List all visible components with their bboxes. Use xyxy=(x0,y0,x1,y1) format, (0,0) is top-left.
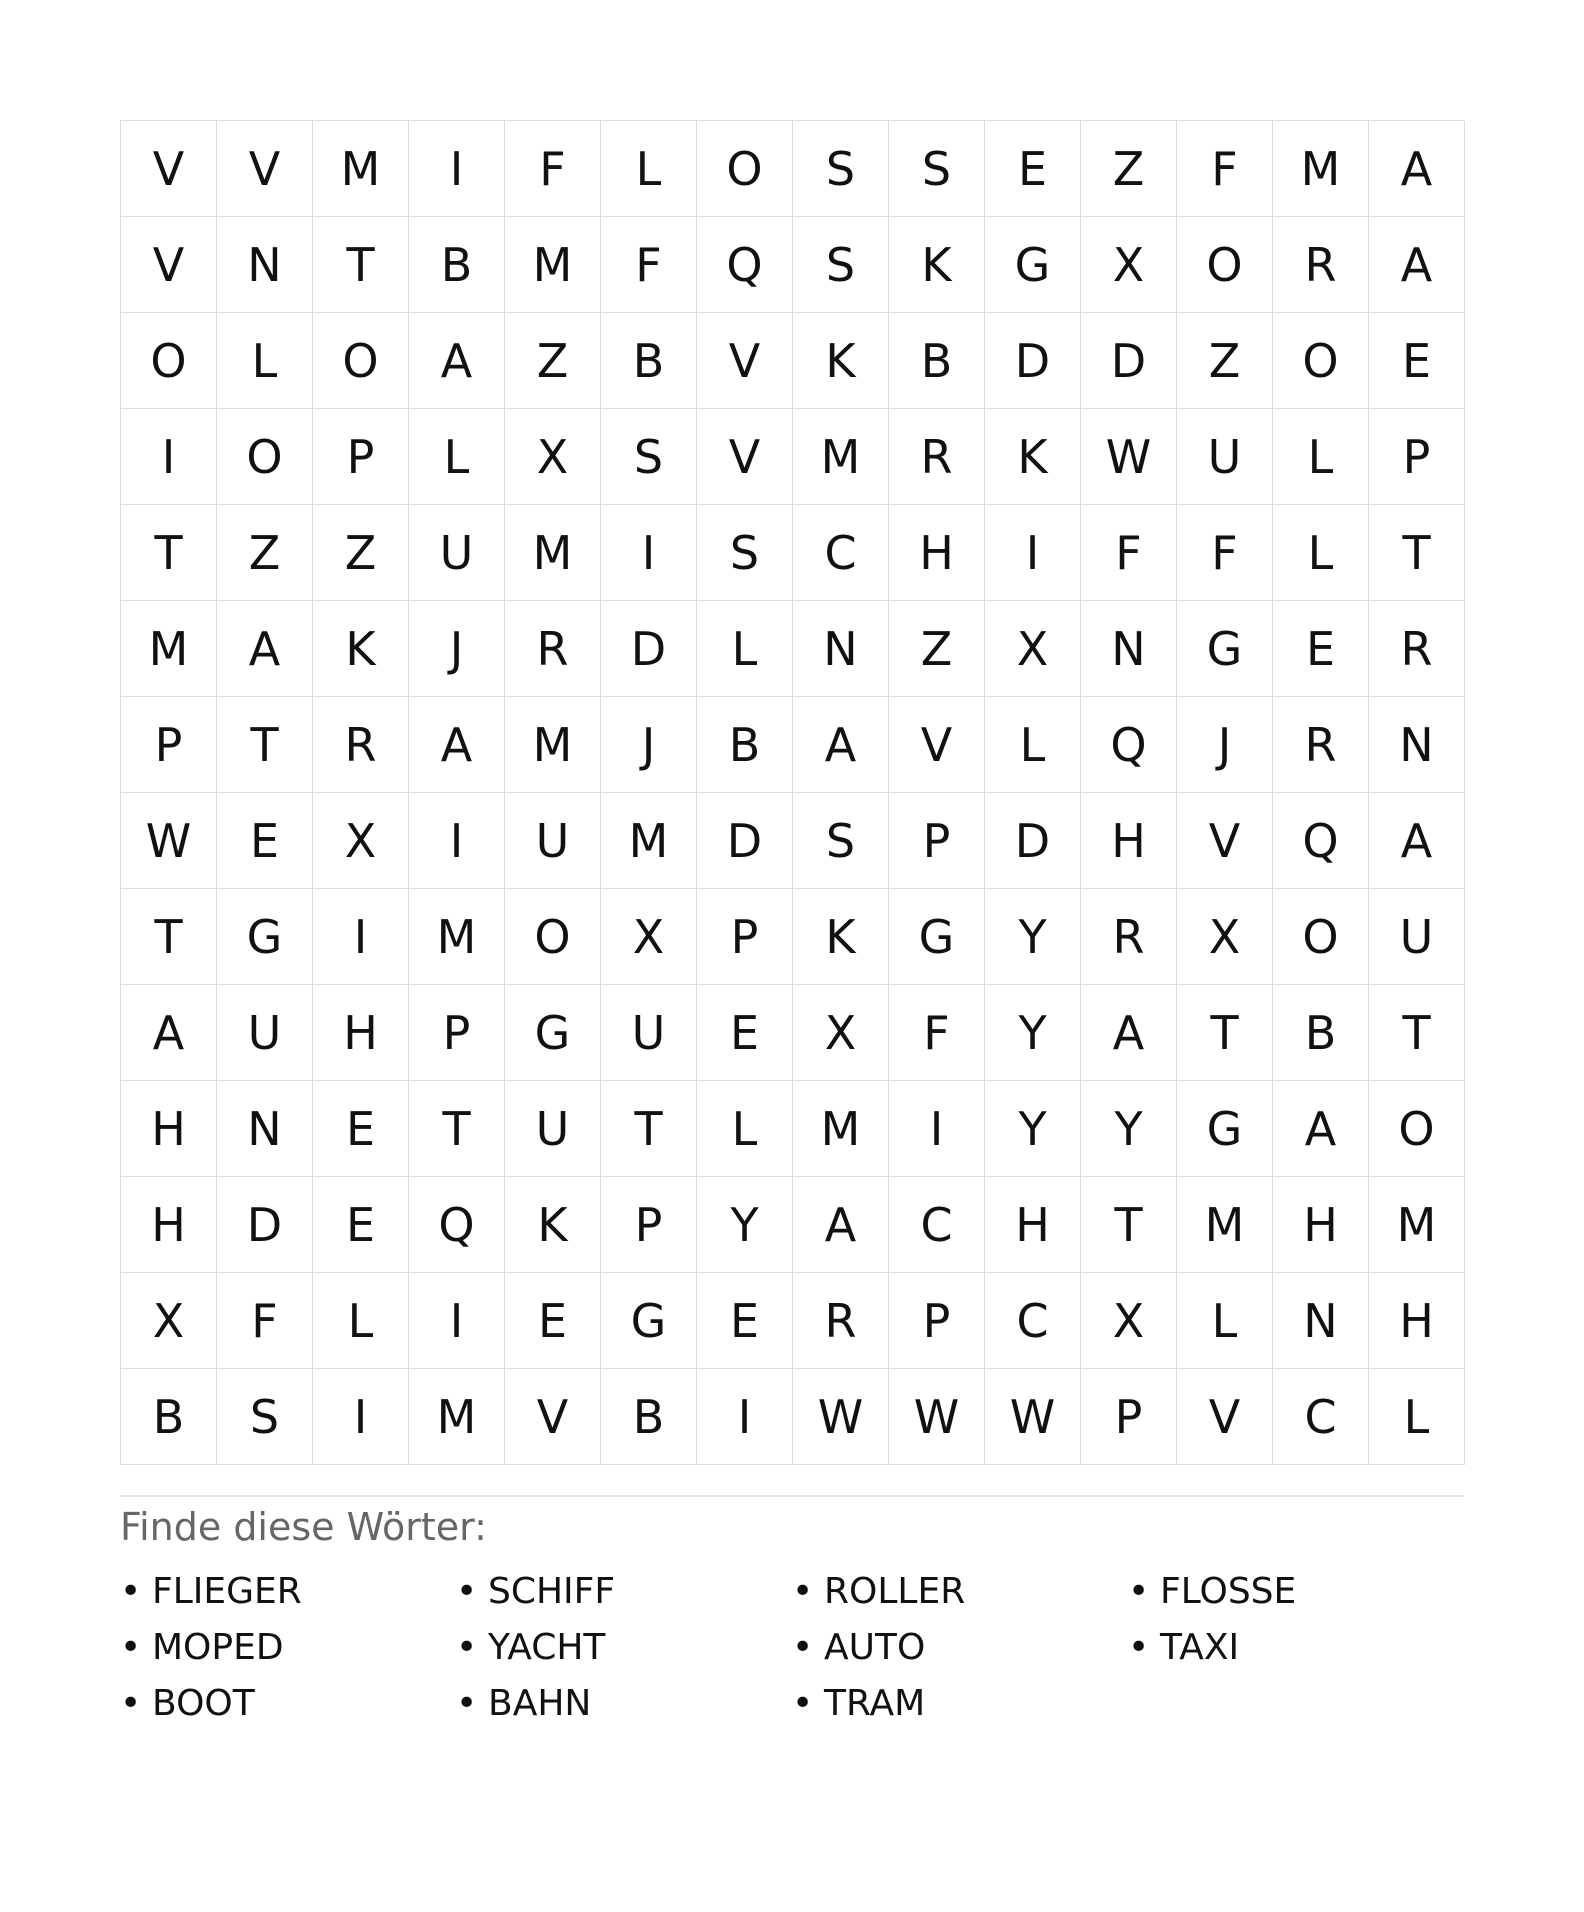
grid-cell[interactable]: X xyxy=(313,793,409,889)
grid-cell[interactable]: L xyxy=(1369,1369,1465,1465)
grid-cell[interactable]: W xyxy=(121,793,217,889)
grid-cell[interactable]: U xyxy=(1177,409,1273,505)
grid-cell[interactable]: W xyxy=(889,1369,985,1465)
grid-cell[interactable]: N xyxy=(217,217,313,313)
word-list-item xyxy=(120,1569,456,1615)
grid-cell[interactable]: D xyxy=(985,313,1081,409)
grid-cell[interactable]: M xyxy=(505,217,601,313)
grid-cell[interactable]: Z xyxy=(889,601,985,697)
word-search-puzzle xyxy=(120,120,1464,1727)
grid-cell[interactable]: I xyxy=(889,1081,985,1177)
grid-cell[interactable]: L xyxy=(313,1273,409,1369)
grid-cell[interactable]: J xyxy=(409,601,505,697)
grid-cell[interactable]: V xyxy=(1177,793,1273,889)
grid-cell[interactable]: X xyxy=(793,985,889,1081)
grid-cell[interactable]: V xyxy=(121,121,217,217)
grid-cell[interactable]: A xyxy=(217,601,313,697)
grid-cell[interactable]: X xyxy=(601,889,697,985)
grid-cell[interactable]: V xyxy=(697,409,793,505)
grid-cell[interactable]: F xyxy=(505,121,601,217)
grid-cell[interactable]: T xyxy=(1369,985,1465,1081)
grid-cell[interactable]: B xyxy=(889,313,985,409)
grid-cell[interactable]: S xyxy=(793,793,889,889)
grid-cell[interactable]: P xyxy=(889,1273,985,1369)
grid-cell[interactable]: O xyxy=(1177,217,1273,313)
grid-cell[interactable]: P xyxy=(409,985,505,1081)
grid-cell[interactable]: Y xyxy=(985,985,1081,1081)
grid-cell[interactable]: A xyxy=(793,1177,889,1273)
grid-cell[interactable]: B xyxy=(601,1369,697,1465)
grid-cell[interactable]: M xyxy=(409,889,505,985)
grid-cell[interactable]: B xyxy=(601,313,697,409)
grid-cell[interactable]: O xyxy=(1369,1081,1465,1177)
grid-cell[interactable]: M xyxy=(313,121,409,217)
grid-cell[interactable]: M xyxy=(1177,1177,1273,1273)
bullet-icon: • xyxy=(120,1571,142,1612)
grid-cell[interactable]: G xyxy=(505,985,601,1081)
word-label: SCHIFF xyxy=(488,1571,616,1612)
grid-cell[interactable]: Z xyxy=(505,313,601,409)
grid-cell[interactable]: C xyxy=(793,505,889,601)
grid-cell[interactable]: F xyxy=(1177,121,1273,217)
word-list-item xyxy=(456,1681,792,1727)
grid-cell[interactable]: R xyxy=(313,697,409,793)
grid-cell[interactable]: M xyxy=(793,1081,889,1177)
word-label: FLOSSE xyxy=(1160,1571,1297,1612)
grid-cell[interactable]: D xyxy=(697,793,793,889)
grid-cell[interactable]: V xyxy=(1177,1369,1273,1465)
grid-cell[interactable]: A xyxy=(1081,985,1177,1081)
grid-cell[interactable]: G xyxy=(985,217,1081,313)
bullet-icon: • xyxy=(120,1627,142,1668)
grid-cell[interactable]: U xyxy=(1369,889,1465,985)
grid-cell[interactable]: D xyxy=(601,601,697,697)
grid-cell[interactable]: Z xyxy=(313,505,409,601)
bullet-icon: • xyxy=(456,1627,478,1668)
grid-cell[interactable]: M xyxy=(793,409,889,505)
grid-cell[interactable]: W xyxy=(1081,409,1177,505)
grid-cell[interactable]: U xyxy=(505,793,601,889)
grid-cell[interactable]: E xyxy=(1369,313,1465,409)
grid-cell[interactable]: B xyxy=(409,217,505,313)
grid-cell[interactable]: E xyxy=(313,1081,409,1177)
grid-cell[interactable]: H xyxy=(1273,1177,1369,1273)
grid-cell[interactable]: E xyxy=(505,1273,601,1369)
bullet-icon: • xyxy=(792,1571,814,1612)
grid-cell[interactable]: K xyxy=(793,313,889,409)
grid-cell[interactable]: H xyxy=(121,1177,217,1273)
grid-cell[interactable]: B xyxy=(1273,985,1369,1081)
grid-cell[interactable]: D xyxy=(985,793,1081,889)
grid-cell[interactable]: J xyxy=(1177,697,1273,793)
grid-cell[interactable]: K xyxy=(793,889,889,985)
grid-cell[interactable]: O xyxy=(1273,313,1369,409)
grid-cell[interactable]: O xyxy=(121,313,217,409)
bullet-icon: • xyxy=(456,1571,478,1612)
grid-cell[interactable]: M xyxy=(409,1369,505,1465)
word-list-item xyxy=(456,1625,792,1671)
grid-cell[interactable]: X xyxy=(121,1273,217,1369)
grid-cell[interactable]: H xyxy=(889,505,985,601)
word-label: BOOT xyxy=(152,1683,255,1724)
grid-cell[interactable]: R xyxy=(1273,217,1369,313)
grid-cell[interactable]: U xyxy=(505,1081,601,1177)
grid-cell[interactable]: Q xyxy=(1081,697,1177,793)
grid-cell[interactable]: R xyxy=(1081,889,1177,985)
grid-cell[interactable]: O xyxy=(217,409,313,505)
grid-cell[interactable]: A xyxy=(793,697,889,793)
grid-cell[interactable]: F xyxy=(1081,505,1177,601)
word-label: ROLLER xyxy=(824,1571,966,1612)
grid-cell[interactable]: A xyxy=(1273,1081,1369,1177)
bullet-icon: • xyxy=(1128,1571,1150,1612)
word-label: BAHN xyxy=(488,1683,592,1724)
grid-cell[interactable]: E xyxy=(697,985,793,1081)
grid-cell[interactable]: X xyxy=(1081,217,1177,313)
grid-cell[interactable]: O xyxy=(313,313,409,409)
grid-cell[interactable]: Q xyxy=(1273,793,1369,889)
grid-cell[interactable]: V xyxy=(505,1369,601,1465)
word-label: AUTO xyxy=(824,1627,926,1668)
grid-cell[interactable]: V xyxy=(697,313,793,409)
grid-cell[interactable]: V xyxy=(889,697,985,793)
grid-cell[interactable]: N xyxy=(1369,697,1465,793)
grid-cell[interactable]: B xyxy=(121,1369,217,1465)
grid-cell[interactable]: L xyxy=(1273,505,1369,601)
grid-cell[interactable]: I xyxy=(409,1273,505,1369)
grid-cell[interactable]: U xyxy=(601,985,697,1081)
word-list-item xyxy=(456,1569,792,1615)
word-list-heading: Finde diese Wörter: xyxy=(120,1505,487,1549)
grid-cell[interactable]: I xyxy=(121,409,217,505)
grid-cell[interactable]: Y xyxy=(985,889,1081,985)
grid-cell[interactable]: A xyxy=(409,697,505,793)
grid-cell[interactable]: O xyxy=(1273,889,1369,985)
grid-cell[interactable]: T xyxy=(1177,985,1273,1081)
grid-cell[interactable]: P xyxy=(889,793,985,889)
grid-cell[interactable]: W xyxy=(985,1369,1081,1465)
word-label: TAXI xyxy=(1160,1627,1240,1668)
letter-grid xyxy=(120,120,1464,1465)
grid-cell[interactable]: L xyxy=(1177,1273,1273,1369)
bullet-icon: • xyxy=(792,1627,814,1668)
grid-cell[interactable]: L xyxy=(697,601,793,697)
grid-cell[interactable]: S xyxy=(601,409,697,505)
grid-cell[interactable]: P xyxy=(1081,1369,1177,1465)
grid-cell[interactable]: F xyxy=(601,217,697,313)
grid-cell[interactable]: I xyxy=(313,889,409,985)
grid-cell[interactable]: N xyxy=(1081,601,1177,697)
word-list-item xyxy=(120,1681,456,1727)
grid-cell[interactable]: X xyxy=(985,601,1081,697)
grid-cell[interactable]: H xyxy=(1369,1273,1465,1369)
grid-cell[interactable]: P xyxy=(121,697,217,793)
grid-cell[interactable]: H xyxy=(121,1081,217,1177)
grid-cell[interactable]: I xyxy=(409,793,505,889)
grid-cell[interactable]: E xyxy=(1273,601,1369,697)
grid-cell[interactable]: C xyxy=(985,1273,1081,1369)
grid-cell[interactable]: S xyxy=(793,121,889,217)
grid-cell[interactable]: S xyxy=(793,217,889,313)
word-label: FLIEGER xyxy=(152,1571,302,1612)
grid-cell[interactable]: I xyxy=(697,1369,793,1465)
grid-cell[interactable]: W xyxy=(793,1369,889,1465)
grid-cell[interactable]: S xyxy=(697,505,793,601)
grid-cell[interactable]: Y xyxy=(985,1081,1081,1177)
grid-cell[interactable]: T xyxy=(313,217,409,313)
bullet-icon: • xyxy=(792,1683,814,1724)
grid-cell[interactable]: G xyxy=(1177,601,1273,697)
word-label: MOPED xyxy=(152,1627,284,1668)
grid-cell[interactable]: Q xyxy=(409,1177,505,1273)
grid-cell[interactable]: E xyxy=(985,121,1081,217)
word-list-item xyxy=(792,1625,1128,1671)
grid-cell[interactable]: N xyxy=(1273,1273,1369,1369)
grid-cell[interactable]: E xyxy=(697,1273,793,1369)
grid-cell[interactable]: D xyxy=(1081,313,1177,409)
grid-cell[interactable]: K xyxy=(505,1177,601,1273)
grid-cell[interactable]: R xyxy=(1273,697,1369,793)
grid-cell[interactable]: M xyxy=(505,505,601,601)
grid-cell[interactable]: Y xyxy=(697,1177,793,1273)
grid-cell[interactable]: L xyxy=(601,121,697,217)
grid-cell[interactable]: Z xyxy=(217,505,313,601)
grid-cell[interactable]: Q xyxy=(697,217,793,313)
grid-cell[interactable]: C xyxy=(889,1177,985,1273)
grid-cell[interactable]: Z xyxy=(1081,121,1177,217)
grid-cell[interactable]: E xyxy=(313,1177,409,1273)
grid-cell[interactable]: T xyxy=(217,697,313,793)
word-list-item xyxy=(792,1569,1128,1615)
grid-cell[interactable]: D xyxy=(217,1177,313,1273)
grid-cell[interactable]: L xyxy=(217,313,313,409)
bullet-icon: • xyxy=(120,1683,142,1724)
grid-cell[interactable]: A xyxy=(121,985,217,1081)
grid-cell[interactable]: L xyxy=(985,697,1081,793)
grid-cell[interactable]: R xyxy=(1369,601,1465,697)
word-label: YACHT xyxy=(488,1627,606,1668)
grid-cell[interactable]: I xyxy=(601,505,697,601)
grid-cell[interactable]: M xyxy=(121,601,217,697)
grid-cell[interactable]: M xyxy=(505,697,601,793)
grid-cell[interactable]: K xyxy=(985,409,1081,505)
grid-cell[interactable]: G xyxy=(1177,1081,1273,1177)
grid-cell[interactable]: P xyxy=(1369,409,1465,505)
grid-cell[interactable]: L xyxy=(1273,409,1369,505)
grid-cell[interactable]: Z xyxy=(1177,313,1273,409)
bullet-icon: • xyxy=(1128,1627,1150,1668)
grid-cell[interactable]: T xyxy=(121,889,217,985)
word-label: TRAM xyxy=(824,1683,926,1724)
divider xyxy=(120,1495,1464,1497)
grid-cell[interactable]: I xyxy=(985,505,1081,601)
word-list-item xyxy=(1128,1625,1464,1671)
grid-cell[interactable]: H xyxy=(1081,793,1177,889)
grid-cell[interactable]: O xyxy=(505,889,601,985)
word-list-item xyxy=(1128,1569,1464,1615)
grid-cell[interactable]: L xyxy=(409,409,505,505)
grid-cell[interactable]: G xyxy=(889,889,985,985)
bullet-icon: • xyxy=(456,1683,478,1724)
grid-cell[interactable]: X xyxy=(1177,889,1273,985)
word-list-item xyxy=(120,1625,456,1671)
grid-cell[interactable]: X xyxy=(505,409,601,505)
grid-cell[interactable]: P xyxy=(601,1177,697,1273)
grid-cell[interactable]: H xyxy=(985,1177,1081,1273)
word-list-item xyxy=(792,1681,1128,1727)
grid-cell[interactable]: X xyxy=(1081,1273,1177,1369)
grid-cell[interactable]: I xyxy=(409,121,505,217)
grid-cell[interactable]: H xyxy=(313,985,409,1081)
grid-cell[interactable]: M xyxy=(601,793,697,889)
grid-cell[interactable]: T xyxy=(1081,1177,1177,1273)
grid-cell[interactable]: O xyxy=(697,121,793,217)
grid-cell[interactable]: N xyxy=(793,601,889,697)
grid-cell[interactable]: U xyxy=(217,985,313,1081)
grid-cell[interactable]: G xyxy=(601,1273,697,1369)
grid-cell[interactable]: C xyxy=(1273,1369,1369,1465)
grid-cell[interactable]: B xyxy=(697,697,793,793)
grid-cell[interactable]: J xyxy=(601,697,697,793)
grid-cell[interactable]: V xyxy=(217,121,313,217)
grid-cell[interactable]: E xyxy=(217,793,313,889)
grid-cell[interactable]: Y xyxy=(1081,1081,1177,1177)
grid-cell[interactable]: F xyxy=(1177,505,1273,601)
word-list xyxy=(120,1569,1464,1727)
grid-cell[interactable]: T xyxy=(121,505,217,601)
grid-cell[interactable]: T xyxy=(601,1081,697,1177)
grid-cell[interactable]: G xyxy=(217,889,313,985)
grid-cell[interactable]: A xyxy=(1369,793,1465,889)
grid-cell[interactable]: T xyxy=(1369,505,1465,601)
grid-cell[interactable]: L xyxy=(697,1081,793,1177)
grid-cell[interactable]: M xyxy=(1273,121,1369,217)
grid-cell[interactable]: N xyxy=(217,1081,313,1177)
grid-cell[interactable]: U xyxy=(409,505,505,601)
grid-cell[interactable]: A xyxy=(1369,121,1465,217)
grid-cell[interactable]: R xyxy=(889,409,985,505)
grid-cell[interactable]: R xyxy=(505,601,601,697)
grid-cell[interactable]: R xyxy=(793,1273,889,1369)
grid-cell[interactable]: P xyxy=(313,409,409,505)
grid-cell[interactable]: P xyxy=(697,889,793,985)
grid-cell[interactable]: M xyxy=(1369,1177,1465,1273)
grid-cell[interactable]: K xyxy=(313,601,409,697)
grid-cell[interactable]: I xyxy=(313,1369,409,1465)
grid-cell[interactable]: A xyxy=(1369,217,1465,313)
grid-cell[interactable]: A xyxy=(409,313,505,409)
grid-cell[interactable]: S xyxy=(889,121,985,217)
grid-cell[interactable]: K xyxy=(889,217,985,313)
grid-cell[interactable]: F xyxy=(889,985,985,1081)
grid-cell[interactable]: V xyxy=(121,217,217,313)
grid-cell[interactable]: S xyxy=(217,1369,313,1465)
grid-cell[interactable]: F xyxy=(217,1273,313,1369)
grid-cell[interactable]: T xyxy=(409,1081,505,1177)
